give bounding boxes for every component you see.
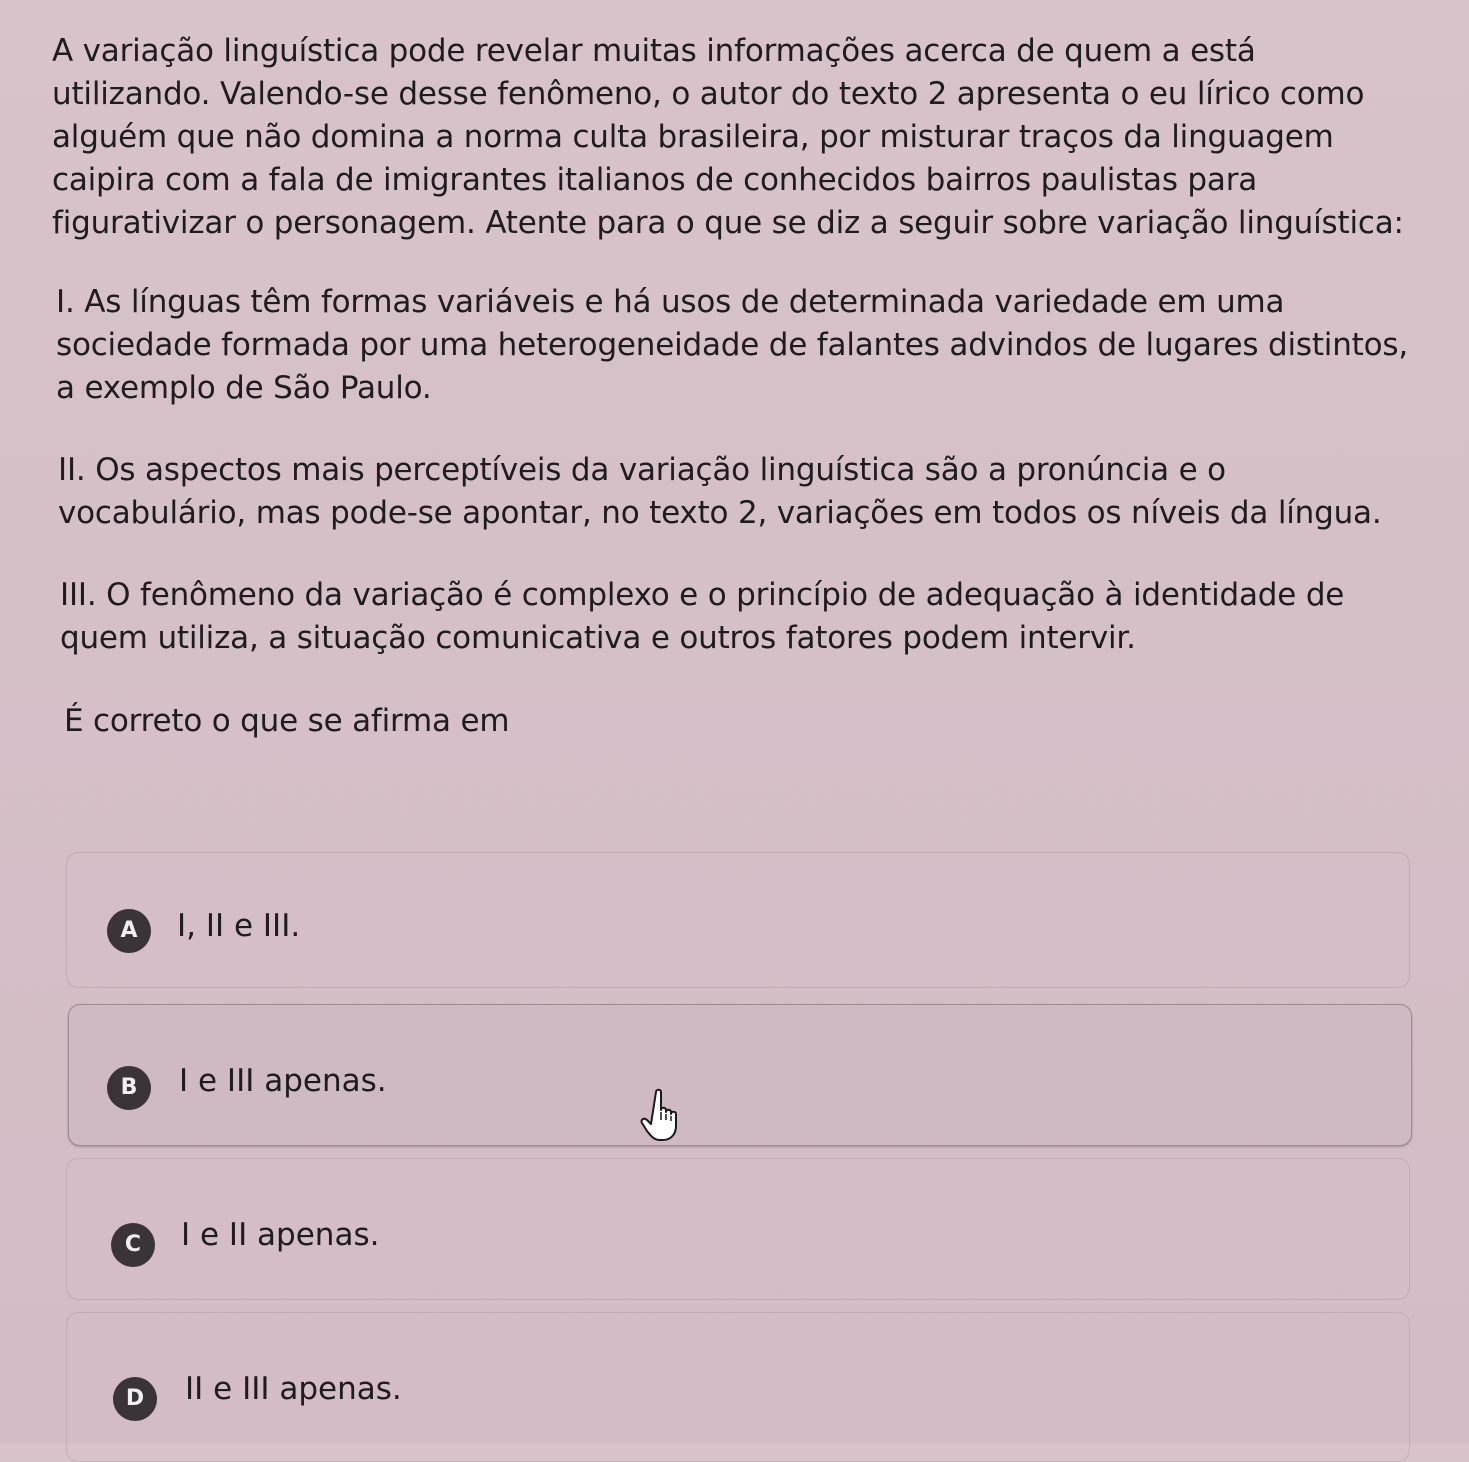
- option-label: II e III apenas.: [185, 1371, 402, 1407]
- statement-2: II. Os aspectos mais perceptíveis da variação linguística são a pronúncia e o vocabulário, mas pode-se apontar, no texto 2, variações em todos os níveis da língua.: [58, 452, 1382, 531]
- option-letter-badge: A: [107, 909, 151, 953]
- option-c[interactable]: [66, 1158, 1410, 1300]
- hand-pointer-icon: [640, 1088, 686, 1144]
- option-label: I, II e III.: [177, 908, 301, 944]
- option-letter-badge: C: [111, 1223, 155, 1267]
- option-letter-badge: B: [107, 1066, 151, 1110]
- option-label: I e II apenas.: [181, 1217, 380, 1253]
- option-b[interactable]: [68, 1004, 1412, 1146]
- option-a[interactable]: [66, 852, 1410, 988]
- option-d[interactable]: [66, 1312, 1410, 1462]
- statement-1: I. As línguas têm formas variáveis e há usos de determinada variedade em uma sociedade formada por uma heterogeneidade de falantes advindos de lugares distintos, a exemplo de São Paulo.: [56, 284, 1408, 406]
- option-letter-badge: D: [113, 1377, 157, 1421]
- statement-3: III. O fenômeno da variação é complexo e o princípio de adequação à identidade de quem utiliza, a situação comunicativa e outros fatores podem intervir.: [60, 577, 1345, 656]
- question-block: [52, 30, 1412, 782]
- question-prompt: É correto o que se afirma em: [64, 703, 510, 739]
- question-stem: A variação linguística pode revelar muitas informações acerca de quem a está utilizando. Valendo-se desse fenômeno, o autor do texto 2 apresenta o eu lírico como alguém que não domina a norma culta brasileira, por misturar traços da linguagem caipira com a fala de imigrantes italianos de conhecidos bairros paulistas para figurativizar o personagem. Atente para o que se diz a seguir sobre variação linguística:: [52, 33, 1404, 241]
- option-label: I e III apenas.: [179, 1063, 387, 1099]
